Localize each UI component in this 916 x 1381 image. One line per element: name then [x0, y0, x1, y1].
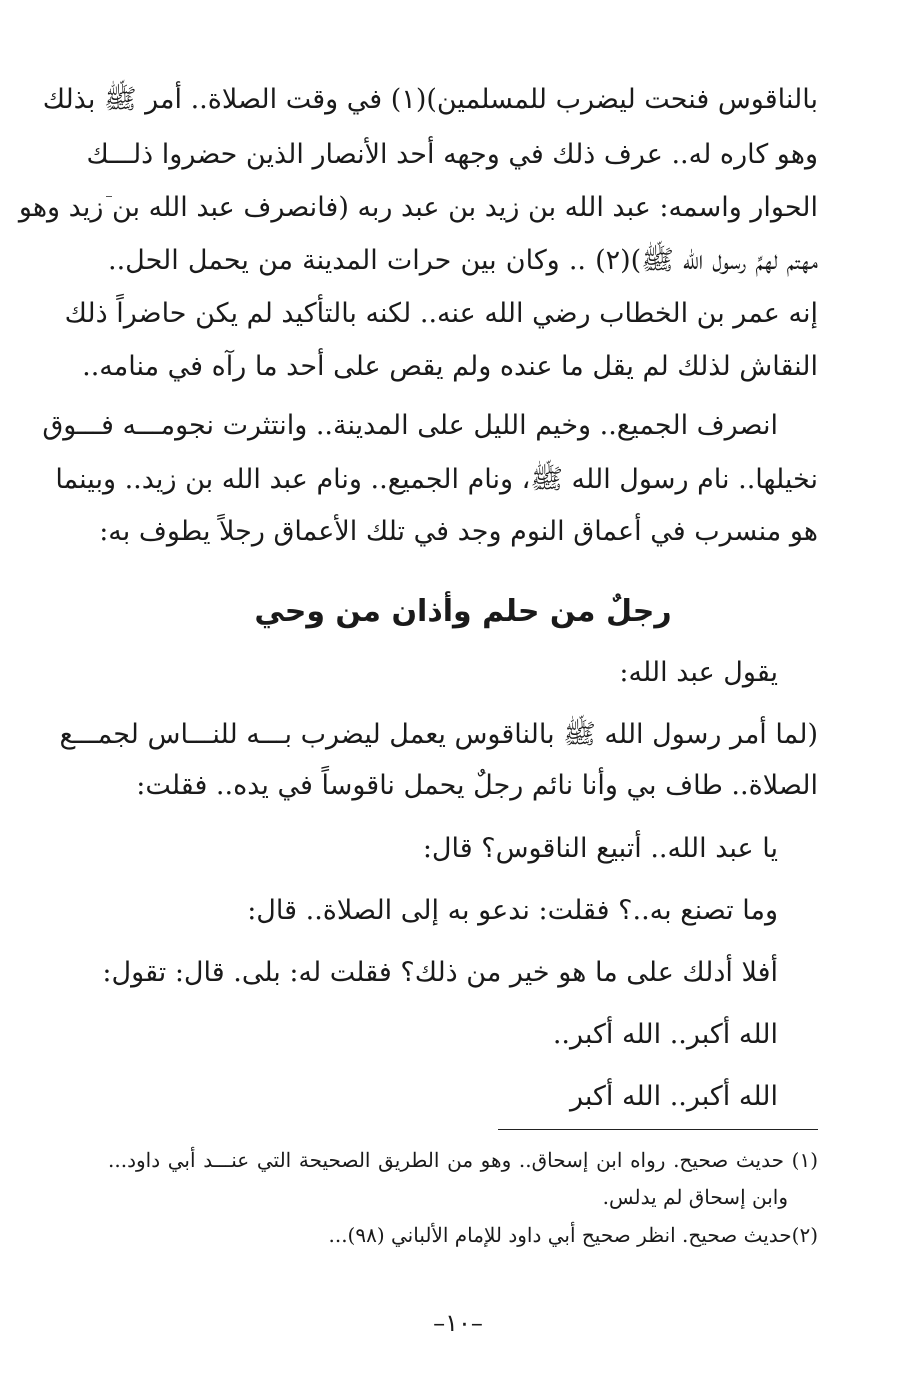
dialog-line-1: يا عبد الله.. أتبيع الناقوس؟ قال:	[422, 833, 778, 864]
body-line-12: الصلاة.. طاف بي وأنا نائم رجلٌ يحمل ناقوساً في يده.. فقلت:	[136, 770, 818, 801]
body-line-1: بالناقوس فنحت ليضرب للمسلمين)(١) في وقت الصلاة.. أمر ﷺ بذلك	[42, 84, 818, 115]
footnote-1-line-1: (١) حديث صحيح. رواه ابن إسحاق.. وهو من الطريق الصحيحة التي عنـــد أبي داود...	[108, 1148, 818, 1172]
footnote-1-line-2: وابن إسحاق لم يدلس.	[602, 1185, 788, 1209]
page-number: –١٠–	[433, 1309, 483, 1337]
section-heading: رجلٌ من حلم وأذان من وحي	[254, 594, 672, 629]
body-line-11: (لما أمر رسول الله ﷺ بالناقوس يعمل ليضرب بـــه للنـــاس لجمـــع	[59, 719, 818, 750]
footnote-2: (٢)حديث صحيح. انظر صحيح أبي داود للإمام الألباني (٩٨)...	[328, 1223, 818, 1247]
dialog-line-2: وما تصنع به..؟ فقلت: ندعو به إلى الصلاة.. قال:	[247, 895, 778, 926]
dialog-line-4: الله أكبر.. الله أكبر..	[552, 1019, 778, 1050]
body-line-10: يقول عبد الله:	[619, 657, 778, 688]
dialog-line-5: الله أكبر.. الله أكبر	[570, 1081, 778, 1112]
body-line-5: إنه عمر بن الخطاب رضي الله عنه.. لكنه بالتأكيد لم يكن حاضراً ذلك	[64, 298, 818, 329]
body-line-2: وهو كاره له.. عرف ذلك في وجهه أحد الأنصار الذين حضروا ذلـــك	[86, 139, 818, 170]
dialog-line-3: أفلا أدلك على ما هو خير من ذلك؟ فقلت له: بلى. قال: تقول:	[102, 957, 778, 988]
body-line-6: النقاش لذلك لم يقل ما عنده ولم يقص على أحد ما رآه في منامه..	[82, 351, 818, 382]
body-line-7: انصرف الجميع.. وخيم الليل على المدينة.. وانتثرت نجومـــه فـــوق	[42, 410, 778, 441]
footnote-separator	[498, 1129, 818, 1130]
body-line-8: نخيلها.. نام رسول الله ﷺ، ونام الجميع.. ونام عبد الله بن زيد.. وبينما	[55, 464, 818, 495]
body-line-9: هو منسرب في أعماق النوم وجد في تلك الأعماق رجلاً يطوف به:	[99, 516, 818, 547]
body-line-3: الحوار واسمه: عبد الله بن زيد بن عبد ربه (فانصرف عبد الله بن زيد وهو	[18, 192, 818, 223]
body-line-4: مهتم لهمِّ رسول الله ﷺ)(٢) .. وكان بين حرات المدينة من يحمل الحل..	[108, 245, 818, 276]
